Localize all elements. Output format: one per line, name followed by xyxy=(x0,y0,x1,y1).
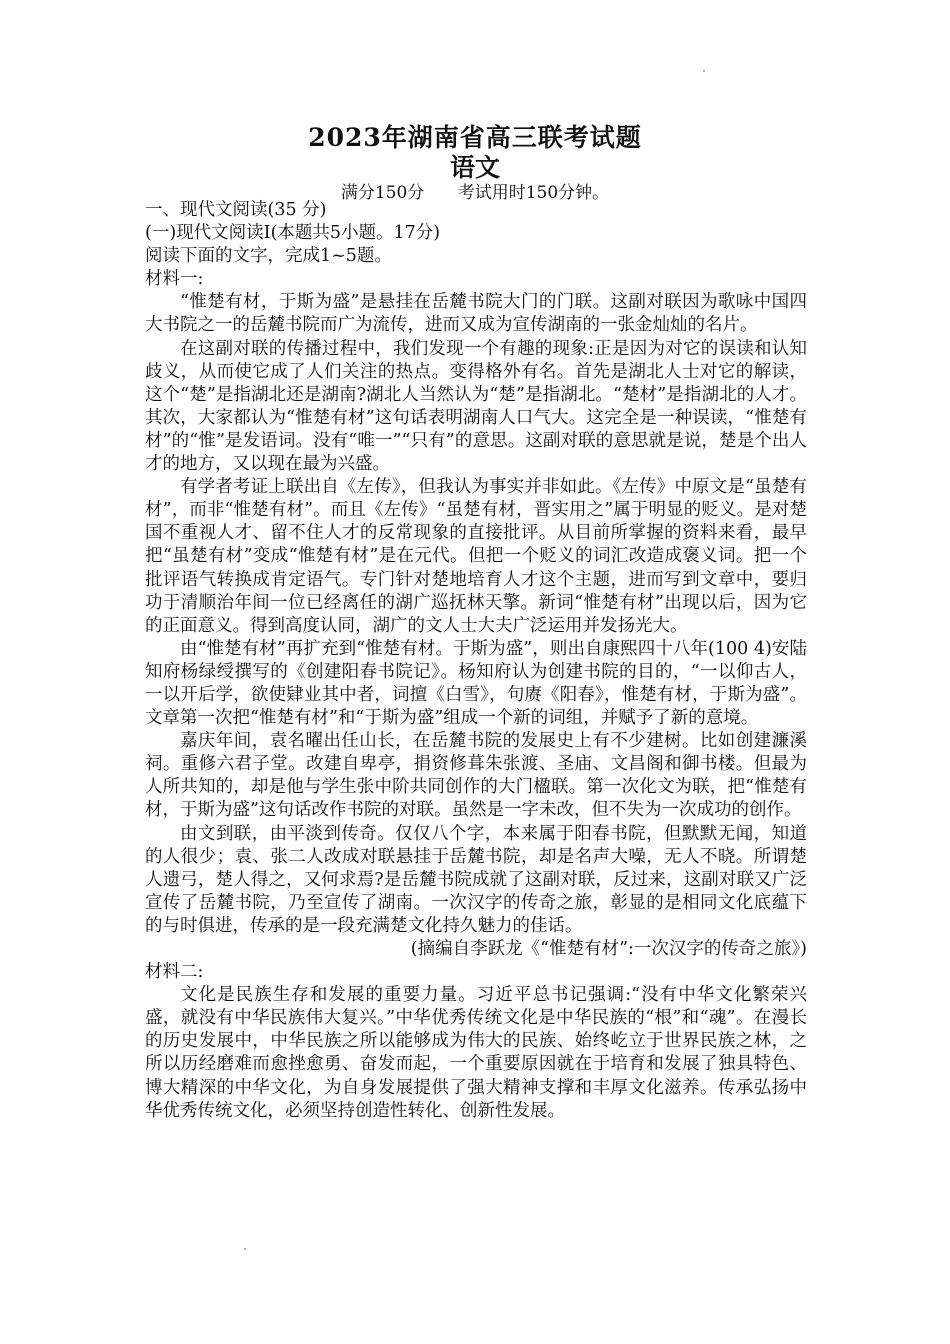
exam-subject: 语文 xyxy=(449,153,500,182)
material-1-label: 材料一: xyxy=(145,269,204,290)
exam-body xyxy=(145,199,807,1123)
part-heading: (一)现代文阅读Ⅰ(本题共5小题。17分) xyxy=(145,223,441,244)
section-heading: 一、现代文阅读(35 分) xyxy=(145,200,327,220)
material-1-paragraph: 由文到联，由平淡到传奇。仅仅八个字，本来属于阳春书院，但默默无闻，知道的人很少；袁、张二人改成对联悬挂于岳麓书院，却是名声大噪，无人不晓。所谓楚人遗弓，楚人得之，又何求焉?是岳麓书院成就了这副对联，反过来，这副对联又广泛宣传了岳麓书院，乃至宣传了湖南。一次汉字的传奇之旅，彰显的是相同文化底蕴下的与时俱进，传承的是一段充满楚文化持久魅力的佳话。 xyxy=(145,823,807,936)
full-score: 满分150分 xyxy=(340,183,425,203)
material-1-paragraph: 在这副对联的传播过程中，我们发现一个有趣的现象:正是因为对它的误读和认知歧义，从而使它成了人们关注的热点。变得格外有名。首先是湖北人士对它的解读，这个“楚”是指湖北还是湖南?湖北人当然认为“楚”是指湖北。“楚材”是指湖北的人才。其次，大家都认为“惟楚有材”这句话表明湖南人口气大。这完全是一种误读，“惟楚有材”的“惟”是发语词。没有“唯一”“只有”的意思。这副对联的意思就是说，楚是个出人才的地方，又以现在最为兴盛。 xyxy=(145,338,807,475)
scan-speck xyxy=(703,70,705,72)
material-2-label: 材料二: xyxy=(145,962,204,983)
time-limit: 考试用时150分钟。 xyxy=(457,183,610,203)
material-1-paragraph: 有学者考证上联出自《左传》，但我认为事实并非如此。《左传》中原文是“虽楚有材”，而非“惟楚有材”。而且《左传》“虽楚有材，晋实用之”属于明显的贬义。是对楚国不重视人才、留不住人才的反常现象的直接批评。从目前所掌握的资料来看，最早把“虽楚有材”变成“惟楚有材”是在元代。但把一个贬义的词汇改造成褒义词。把一个批评语气转换成肯定语气。专门针对楚地培育人才这个主题，进而写到文章中，要归功于清顺治年间一位已经离任的湖广巡抚林天擎。新词“惟楚有材”出现以后，因为它的正面意义。得到高度认同，湖广的文人士大夫广泛运用并发扬光大。 xyxy=(145,477,807,636)
material-1-source: (摘编自李跃龙《“惟楚有材”:一次汉字的传奇之旅》) xyxy=(410,939,807,959)
exam-title: 2023年湖南省高三联考试题 xyxy=(308,123,642,152)
scan-speck xyxy=(244,1248,246,1250)
material-1-paragraph: 嘉庆年间，袁名曜出任山长，在岳麓书院的发展史上有不少建树。比如创建濂溪祠。重修六君子堂。改建自卑亭，捐资修葺朱张渡、圣庙、文昌阁和御书楼。但最为人所共知的，却是他与学生张中阶共同创作的大门楹联。第一次化文为联，把“惟楚有材，于斯为盛”这句话改作书院的对联。虽然是一字未改，但不失为一次成功的创作。 xyxy=(145,731,807,821)
material-1-paragraph: 由“惟楚有材”再扩充到“惟楚有材。于斯为盛”，则出自康熙四十八年(100 4)安陆知府杨绿绶撰写的《创建阳春书院记》。杨知府认为创建书院的目的，“一以仰古人，一以开后学，欲使肄业其中者，词擅《白雪》，句赓《阳春》，惟楚有材，于斯为盛”。 文章第一次把“惟楚有材”和“于斯为盛”组成一个新的词组，并赋予了新的意境。 xyxy=(145,638,807,729)
material-1-paragraph: “惟楚有材，于斯为盛”是悬挂在岳麓书院大门的门联。这副对联因为歌咏中国四大书院之一的岳麓书院而广为流传，进而又成为宣传湖南的一张金灿灿的名片。 xyxy=(145,292,807,336)
material-2-paragraph: 文化是民族生存和发展的重要力量。习近平总书记强调:“没有中华文化繁荣兴盛，就没有中华民族伟大复兴。”中华优秀传统文化是中华民族的“根”和“魂”。在漫长的历史发展中，中华民族之所以能够成为伟大的民族、始终屹立于世界民族之林，之所以历经磨难而愈挫愈勇、奋发而起，一个重要原因就在于培育和发展了独具特色、博大精深的中华文化，为自身发展提供了强大精神支撑和丰厚文化滋养。传承弘扬中华优秀传统文化，必须坚持创造性转化、创新性发展。 xyxy=(145,985,807,1121)
instruction: 阅读下面的文字，完成1~5题。 xyxy=(145,246,392,267)
